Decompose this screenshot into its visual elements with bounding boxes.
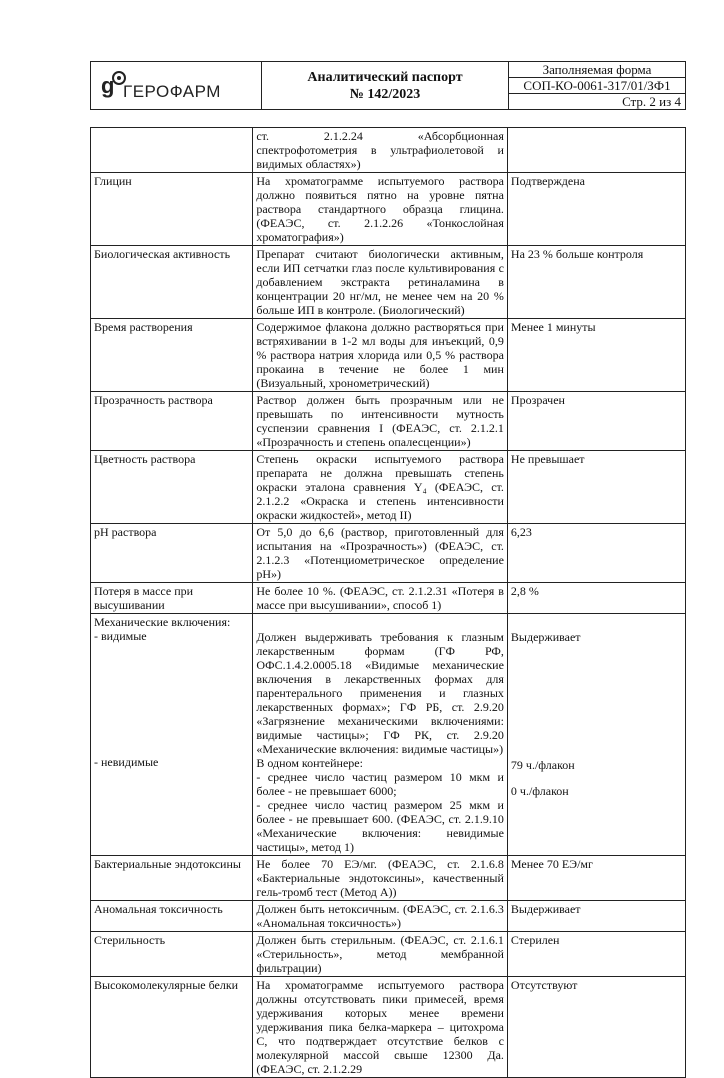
test-requirement: Должен быть стерильным. (ФЕАЭС, ст. 2.1.6.1 «Стерильность», метод мембранной фильтрации) (253, 932, 508, 977)
logo-text: ГЕРОФАРМ (123, 81, 221, 101)
table-row (91, 128, 686, 173)
mech-visible-result: Выдерживает (510, 630, 581, 644)
table-row (91, 524, 686, 583)
table-row (91, 246, 686, 319)
mech-invisible-result1: 79 ч./флакон (510, 758, 575, 772)
test-name: Цветность раствора (91, 451, 253, 524)
table-row-mechanical-inclusions (91, 614, 686, 856)
test-name: Высокомолекулярные белки (91, 977, 253, 1078)
table-row (91, 319, 686, 392)
test-requirement: Степень окраски испытуемого раствора препарата не должна превышать степень окраски эталона сравнения Y₄ (ФЕАЭС, ст. 2.1.2.2 «Окраска и степень интенсивности окраски жидкостей», метод II) (253, 451, 508, 524)
test-name: Прозрачность раствора (91, 392, 253, 451)
spacer (256, 615, 504, 630)
test-name: Биологическая активность (91, 246, 253, 319)
svg-text:g: g (101, 72, 115, 98)
test-requirement (253, 614, 508, 856)
table-row (91, 451, 686, 524)
mech-invisible-intro: В одном контейнере: (256, 756, 363, 770)
logo-cell (91, 62, 262, 110)
test-requirement: ст. 2.1.2.24 «Абсорбционная спектрофотометрия в ультрафиолетовой и видимых областях») (253, 128, 508, 173)
test-name: Аномальная токсичность (91, 901, 253, 932)
spacer (511, 772, 682, 784)
test-name: Бактериальные эндотоксины (91, 856, 253, 901)
spacer (511, 644, 682, 756)
test-result: Менее 1 минуты (507, 319, 685, 392)
mech-title: Механические включения: (94, 615, 231, 629)
test-result: Отсутствуют (507, 977, 685, 1078)
mech-invisible-result2: 0 ч./флакон (510, 784, 569, 798)
test-name: Глицин (91, 173, 253, 246)
table-row (91, 392, 686, 451)
test-result (507, 128, 685, 173)
test-name (91, 614, 253, 856)
mech-invisible-req1: - среднее число частиц размером 10 мкм и более - не превышает 6000; (256, 770, 504, 798)
mech-visible-label: - видимые (94, 629, 147, 643)
mech-invisible-label: - невидимые (94, 755, 159, 769)
test-result: Менее 70 ЕЭ/мг (507, 856, 685, 901)
test-requirement: Должен быть нетоксичным. (ФЕАЭС, ст. 2.1.6.3 «Аномальная токсичность») (253, 901, 508, 932)
test-name: pH раствора (91, 524, 253, 583)
test-name: Стерильность (91, 932, 253, 977)
test-requirement: Не более 10 %. (ФЕАЭС, ст. 2.1.2.31 «Потеря в массе при высушивании», способ 1) (253, 583, 508, 614)
test-requirement: Раствор должен быть прозрачным или не превышать по интенсивности мутность суспензии сравнения I (ФЕАЭС, ст. 2.1.2.1 «Прозрачность и степень опалесценции») (253, 392, 508, 451)
test-result: Подтверждена (507, 173, 685, 246)
test-result: На 23 % больше контроля (507, 246, 685, 319)
test-requirement: На хроматограмме испытуемого раствора должно появиться пятно на уровне пятна раствора стандартного образца глицина. (ФЕАЭС, ст. 2.1.2.26 «Тонкослойная хроматография») (253, 173, 508, 246)
table-row (91, 977, 686, 1078)
test-result (507, 614, 685, 856)
test-requirement: Препарат считают биологически активным, если ИП сетчатки глаз после культивирования с добавлением экстракта ретиналамина в концентрации 20 нг/мл, не менее чем на 20 % больше ИП в контроле. (Биологический) (253, 246, 508, 319)
table-row (91, 173, 686, 246)
test-result: Выдерживает (507, 901, 685, 932)
test-requirement: На хроматограмме испытуемого раствора должны отсутствовать пики примесей, время удерживания которых менее времени удерживания пика белка-маркера – цитохрома С, что подтверждает отсутствие белков с молекулярной массой свыше 12300 Да. (ФЕАЭС, ст. 2.1.2.29 (253, 977, 508, 1078)
passport-number: № 142/2023 (349, 86, 421, 102)
passport-title-cell (262, 62, 509, 110)
passport-title: Аналитический паспорт (307, 69, 463, 85)
mech-visible-requirement: Должен выдерживать требования к глазным лекарственным формам (ГФ РФ, ОФС.1.4.2.0005.18 «Видимые механические включения в лекарственных формах для парентерального применения и глазных лекарственных формах»; ГФ РБ, ст. 2.9.20 «Загрязнение механическими включениями: видимые частицы»; ГФ РК, ст. 2.9.20 «Механические включения: видимые частицы») (256, 630, 504, 756)
company-logo (91, 63, 261, 109)
test-name (91, 128, 253, 173)
test-requirement: Содержимое флакона должно растворяться при встряхивании в 1-2 мл воды для инъекций, 0,9 % раствора натрия хлорида или 0,5 % раствора прокаина в течение не более 1 мин (Визуальный, хронометрический) (253, 319, 508, 392)
test-result: 2,8 % (507, 583, 685, 614)
test-name: Время растворения (91, 319, 253, 392)
test-name: Потеря в массе при высушивании (91, 583, 253, 614)
form-code: СОП-КО-0061-317/01/ЗФ1 (509, 78, 685, 94)
form-info-cell (509, 62, 686, 110)
test-result: Не превышает (507, 451, 685, 524)
test-requirement: От 5,0 до 6,6 (раствор, приготовленный для испытания на «Прозрачность») (ФЕАЭС, ст. 2.1.2.3 «Потенциометрическое определение pH») (253, 524, 508, 583)
test-result: Прозрачен (507, 392, 685, 451)
table-row (91, 583, 686, 614)
table-row (91, 856, 686, 901)
test-result: 6,23 (507, 524, 685, 583)
test-result: Стерилен (507, 932, 685, 977)
table-row (91, 901, 686, 932)
analysis-table (90, 127, 686, 1078)
table-row (91, 932, 686, 977)
test-requirement: Не более 70 ЕЭ/мг. (ФЕАЭС, ст. 2.1.6.8 «Бактериальные эндотоксины», качественный гель-тромб тест (Метод А)) (253, 856, 508, 901)
form-label: Заполняемая форма (509, 62, 685, 78)
mech-invisible-req2: - среднее число частиц размером 25 мкм и более - не превышает 600. (ФЕАЭС, ст. 2.1.9.10 «Механические включения: невидимые частицы», метод 1) (256, 798, 504, 854)
document-header (90, 61, 686, 110)
spacer (94, 643, 249, 755)
page-info: Стр. 2 из 4 (622, 94, 681, 109)
spacer (511, 615, 682, 630)
